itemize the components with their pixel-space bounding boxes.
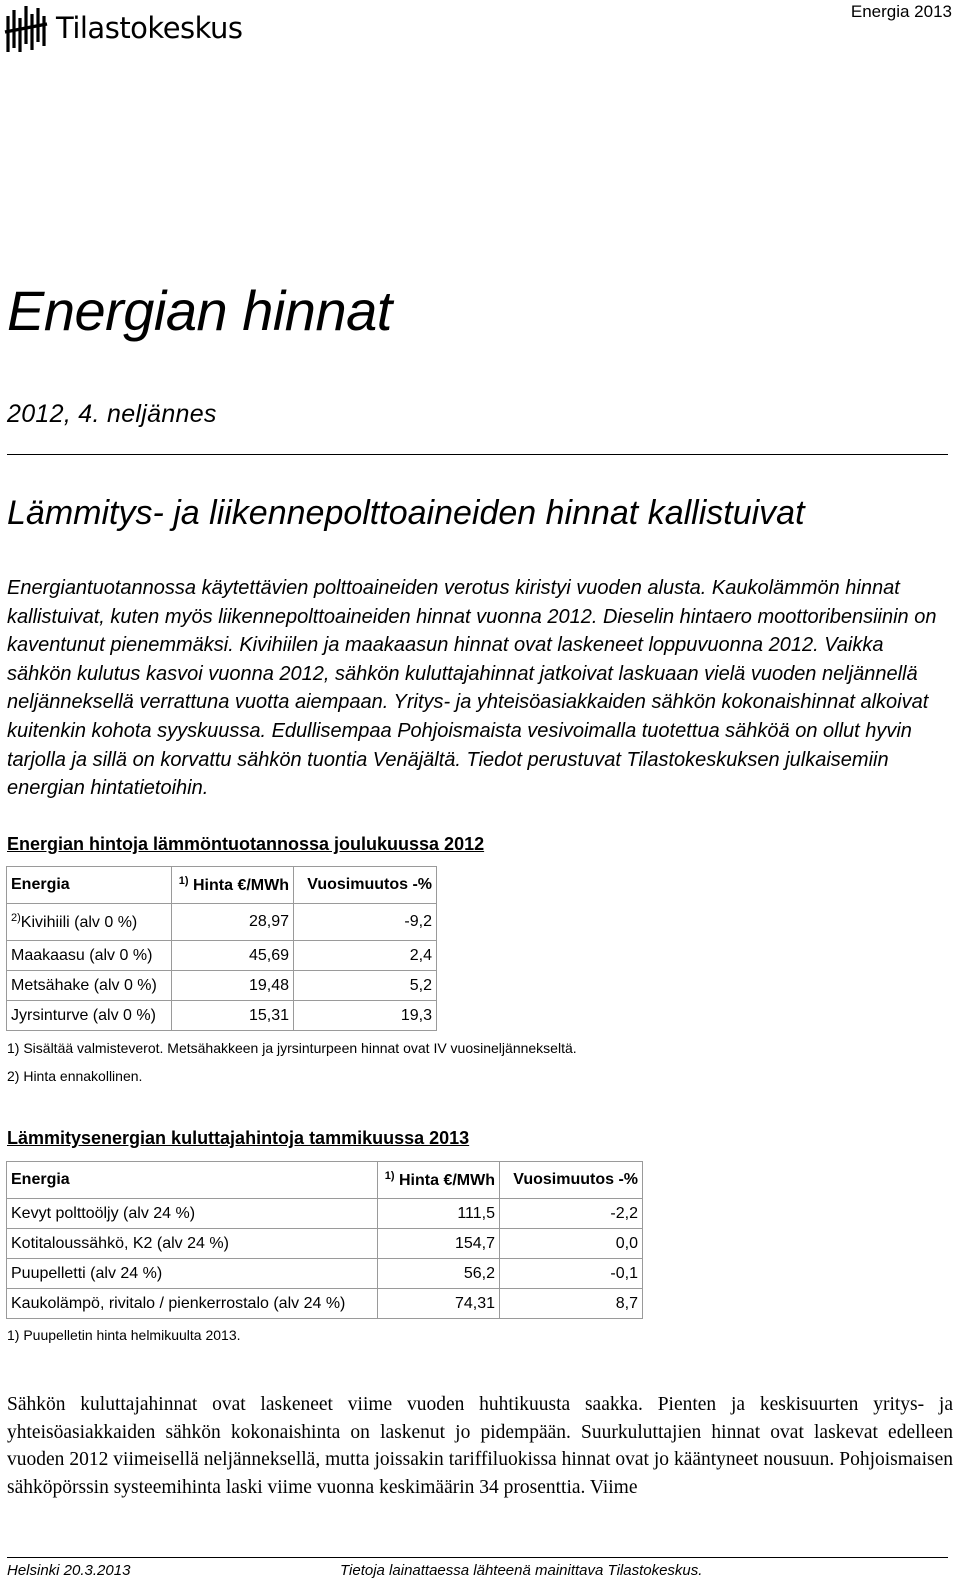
table1-title: Energian hintoja lämmöntuotannossa joulukuussa 2012: [7, 834, 485, 854]
table1-header-change: Vuosimuutos -%: [294, 867, 437, 904]
logo-text: Tilastokeskus: [56, 11, 243, 45]
headline: Lämmitys- ja liikennepolttoaineiden hinnat kallistuivat: [7, 494, 805, 532]
table2-cell-price: 56,2: [378, 1259, 500, 1289]
footnote-marker: 2): [11, 912, 21, 924]
table1-cell-energy: [7, 904, 172, 941]
table1-cell-price: 15,31: [172, 1001, 294, 1031]
table1-cell-energy: Maakaasu (alv 0 %): [7, 941, 172, 971]
table1-cell-energy: Metsähake (alv 0 %): [7, 971, 172, 1001]
table2-header-price-label: Hinta €/MWh: [399, 1172, 495, 1189]
table-row: [7, 904, 437, 941]
table2-header-price: [378, 1162, 500, 1199]
table1-cell-change: 5,2: [294, 971, 437, 1001]
publication-name: Energia 2013: [850, 2, 952, 21]
table1: [6, 866, 437, 1031]
table-row: [7, 971, 437, 1001]
table1-header-energy: Energia: [7, 867, 172, 904]
table2-header-change: Vuosimuutos -%: [500, 1162, 643, 1199]
table2-cell-energy: Kaukolämpö, rivitalo / pienkerrostalo (alv 24 %): [7, 1289, 378, 1319]
period: 2012, 4. neljännes: [7, 400, 217, 428]
table2-title: Lämmitysenergian kuluttajahintoja tammikuussa 2013: [7, 1128, 470, 1148]
footnote-marker: 1): [384, 1170, 395, 1182]
table2-cell-price: 154,7: [378, 1229, 500, 1259]
table2-cell-price: 111,5: [378, 1199, 500, 1229]
table-row: [7, 1199, 643, 1229]
footer-citation: Tietoja lainattaessa lähteenä mainittava Tilastokeskus.: [340, 1562, 703, 1579]
table1-cell-change: -9,2: [294, 904, 437, 941]
lead-paragraph: Energiantuotannossa käytettävien polttoaineiden verotus kiristyi vuoden alusta. Kaukolämmön hinnat kallistuivat, kuten myös liikennepolttoaineiden hinnat vuonna 2012. Dieselin hintaero moottoribensiinin on kaventunut pienemmäksi. Kivihiilen ja maakaasun hinnat ovat laskeneet loppuvuonna 2012. Vaikka sähkön kulutus kasvoi vuonna 2012, sähkön kuluttajahinnat jatkoivat laskuaan vielä vuoden neljännellä neljänneksellä verrattuna vuotta aiempaan. Yritys- ja yhteisöasiakkaiden sähkön kokonaishinnat alkoivat kuitenkin kohota syyskuussa. Edullisempaa Pohjoismaista vesivoimalla tuotettua sähköä on ollut hyvin tarjolla ja sillä on korvattu sähkön tuontia Venäjältä. Tiedot perustuvat Tilastokeskuksen julkaisemiin energian hintatietoihin.: [7, 577, 937, 800]
table-row: [7, 1289, 643, 1319]
table1-header-row: [7, 867, 437, 904]
table2-cell-change: -2,2: [500, 1199, 643, 1229]
footer-place-date: Helsinki 20.3.2013: [7, 1562, 131, 1579]
table1-note-2: 2) Hinta ennakollinen.: [7, 1068, 143, 1084]
tilastokeskus-logo-icon: [4, 2, 48, 54]
table-row: [7, 1229, 643, 1259]
table-row: [7, 941, 437, 971]
table2-header-energy: Energia: [7, 1162, 378, 1199]
divider-bottom: [7, 1557, 948, 1558]
logo: [4, 2, 243, 54]
table1-cell-change: 2,4: [294, 941, 437, 971]
table2: [6, 1161, 643, 1319]
table2-cell-energy: Puupelletti (alv 24 %): [7, 1259, 378, 1289]
table1-cell-energy: Jyrsinturve (alv 0 %): [7, 1001, 172, 1031]
table2-cell-energy: Kotitaloussähkö, K2 (alv 24 %): [7, 1229, 378, 1259]
table1-note-1: 1) Sisältää valmisteverot. Metsähakkeen ja jyrsinturpeen hinnat ovat IV vuosineljännekseltä.: [7, 1040, 577, 1056]
table2-header-row: [7, 1162, 643, 1199]
table1-header-price: [172, 867, 294, 904]
divider-top: [7, 454, 948, 455]
table2-cell-price: 74,31: [378, 1289, 500, 1319]
table-row: [7, 1001, 437, 1031]
table2-note-1: 1) Puupelletin hinta helmikuulta 2013.: [7, 1327, 241, 1343]
table1-cell-price: 45,69: [172, 941, 294, 971]
table2-cell-change: 0,0: [500, 1229, 643, 1259]
table1-cell-price: 28,97: [172, 904, 294, 941]
footnote-marker: 1): [178, 875, 189, 887]
table1-cell-price: 19,48: [172, 971, 294, 1001]
body-paragraph: Sähkön kuluttajahinnat ovat laskeneet viime vuoden huhtikuusta saakka. Pienten ja keskisuurten yritys- ja yhteisöasiakkaiden sähkön kokonaishinta on laskenut jo pidempään. Suurkuluttajien hinnat ovat laskevat edelleen vuoden 2012 viimeisellä neljänneksellä, mutta joissakin tariffiluokissa hinnat ovat jo kääntyneet nousuun. Pohjoismaisen sähköpörssin systeemihinta laski viime vuonna keskimäärin 34 prosenttia. Viime: [7, 1394, 953, 1498]
table1-header-price-label: Hinta €/MWh: [193, 877, 289, 894]
table2-cell-change: -0,1: [500, 1259, 643, 1289]
table1-cell-change: 19,3: [294, 1001, 437, 1031]
table2-cell-energy: Kevyt polttoöljy (alv 24 %): [7, 1199, 378, 1229]
page-title: Energian hinnat: [7, 279, 392, 342]
table-row: [7, 1259, 643, 1289]
table2-cell-change: 8,7: [500, 1289, 643, 1319]
table1-row-label: Kivihiili (alv 0 %): [20, 914, 138, 931]
